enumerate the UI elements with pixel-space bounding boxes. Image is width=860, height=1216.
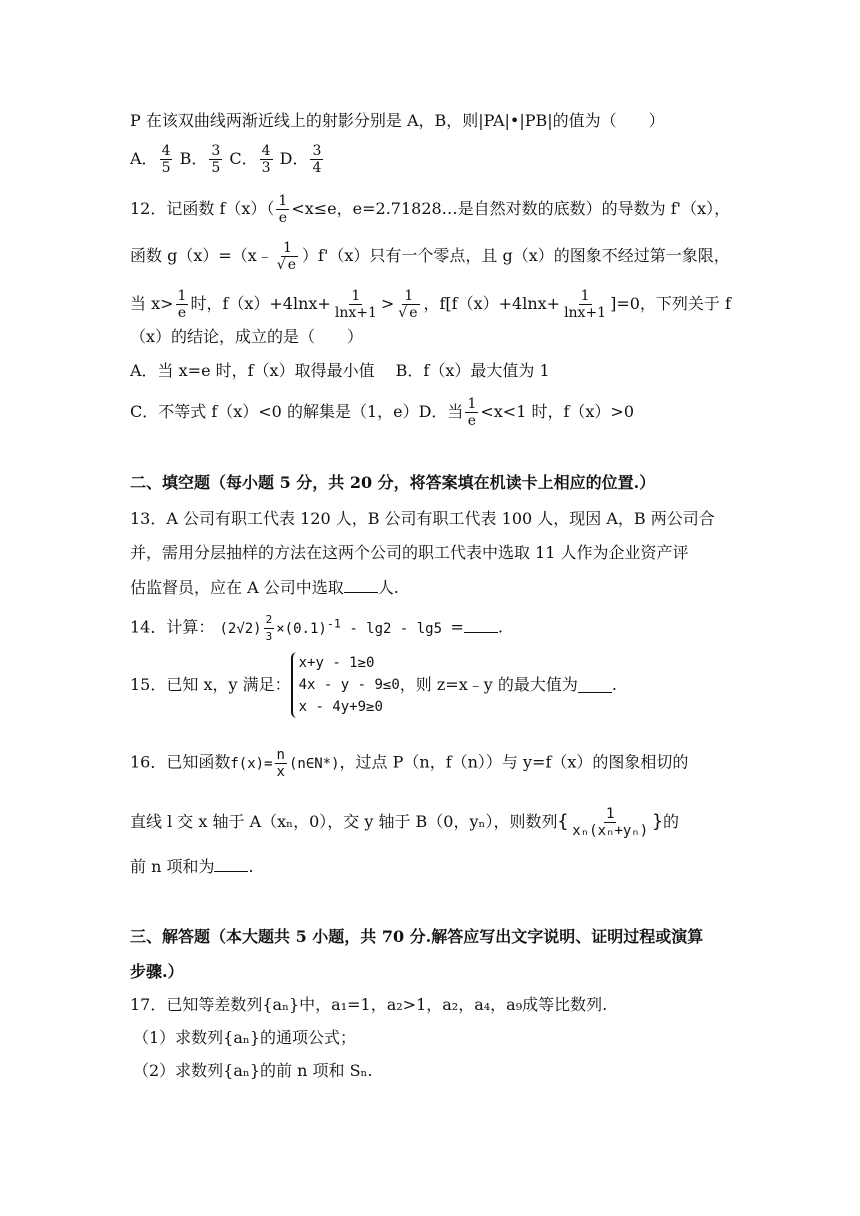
q12-frac-d: $\frac{1}{\ln x+1}$ [564,288,607,321]
q12-line4: （x）的结论，成立的是（ ） [130,327,364,346]
q16-line3: 前 n 项和为 . [130,857,254,876]
q16-answer-blank[interactable] [214,857,248,872]
q11-stem: P 在该双曲线两渐近线上的射影分别是 A，B，则|PA|•|PB|的值为（ ） [130,111,665,130]
q11-opt-a: A． [130,149,158,168]
q12-cd-frac: $\frac{1}{e}$ [467,396,477,429]
q11-opt-d: D． [279,149,309,168]
q17-part1: （1）求数列{aₙ}的通项公式； [133,1028,357,1047]
q11-b-frac: $\frac{3}{5}$ [211,143,221,176]
q12-frac-a: $\frac{1}{e}$ [177,288,187,321]
q11-d-frac: $\frac{3}{4}$ [312,143,322,176]
q16-function: f(x)= $\frac{n}{x}$ (n∈N*) [230,747,340,780]
q15-answer-blank[interactable] [578,678,612,693]
q11-options [130,143,325,176]
q11-a-frac: $\frac{4}{5}$ [161,143,171,176]
section-3-heading-line1: 三、解答题（本大题共 5 小题，共 70 分.解答应写出文字说明、证明过程或演算 [130,927,704,946]
q17-part2: （2）求数列{aₙ}的前 n 项和 Sₙ. [133,1061,373,1080]
q12-options-ab: A．当 x=e 时，f（x）取得最小值 B．f（x）最大值为 1 [130,361,550,380]
q15-line: 15．已知 x，y 满足： x+y - 1≥0 4x - y - 9≤0 x - 4y+9≥0 ，则 z=x﹣y 的最大值为 . [130,652,617,718]
q11-opt-b: B． [179,149,208,168]
q12-options-cd: C．不等式 f（x）<0 的解集是（1，e）D．当 $\frac{1}{e}$ <x<1 时，f（x）>0 [130,396,634,429]
q12-line3: 当 x> $\frac{1}{e}$ 时，f（x）+4lnx+ $\frac{1}{\ln x+1}$ > $\frac{1}{√ e}$ ，f[f（x）+4lnx+ $\frac{1}{\ln x+1}$ ]=0，下列关于 f [130,288,731,321]
q17-line1: 17．已知等差数列{aₙ}中，a₁=1，a₂>1，a₂，a₄，a₉成等比数列. [130,995,608,1014]
q12-frac-1e: $\frac{1}{e}$ [278,193,288,226]
q16-sequence: $\frac{1}{\text{xₙ(xₙ+yₙ)}}$ [572,806,649,839]
q16-line2: 直线 l 交 x 轴于 A（xₙ，0），交 y 轴于 B（0，yₙ），则数列{ $\frac{1}{\text{xₙ(xₙ+yₙ)}}$ }的 [130,806,680,839]
q16-line1: 16．已知函数f(x)= $\frac{n}{x}$ (n∈N*)，过点 P（n，f（n））与 y=f（x）的图象相切的 [130,747,689,780]
q12-frac-c: $\frac{1}{√ e}$ [398,288,418,321]
q11-c-frac: $\frac{4}{3}$ [261,143,271,176]
q14-line: 14．计算： (2√2) $\frac{2}{3}$ $\times(0.1)^{-1} - \lg 2 - \lg 5$ = . [130,613,503,643]
q13-line3: 估监督员，应在 A 公司中选取 人. [130,578,399,597]
section-3-heading-line2: 步骤.） [130,962,184,981]
q14-expression: (2√2) $\frac{2}{3}$ $\times(0.1)^{-1} - \lg 2 - \lg 5$ [219,613,443,643]
q12-line2: 函数 g（x）=（x﹣ $\frac{1}{√ e}$ ）f'（x）只有一个零点，且 g（x）的图象不经过第一象限， [130,240,730,273]
q12-frac-1sqrte: $\frac{1}{√ e}$ [276,240,297,273]
q15-constraint-system: x+y - 1≥0 4x - y - 9≤0 x - 4y+9≥0 [291,652,400,718]
q13-answer-blank[interactable] [344,578,378,593]
q14-answer-blank[interactable] [464,618,498,633]
q12-line1: 12．记函数 f（x）（ $\frac{1}{e}$ <x≤e，e=2.71828…是自然对数的底数）的导数为 f'（x）， [130,193,731,226]
section-2-heading: 二、填空题（每小题 5 分，共 20 分，将答案填在机读卡上相应的位置.） [130,473,656,492]
q13-line1: 13．A 公司有职工代表 120 人，B 公司有职工代表 100 人，现因 A，B 两公司合 [130,509,715,528]
q12-frac-b: $\frac{1}{\ln x+1}$ [334,288,377,321]
q11-opt-c: C． [229,149,258,168]
q13-line2: 并，需用分层抽样的方法在这两个公司的职工代表中选取 11 人作为企业资产评 [130,543,689,562]
